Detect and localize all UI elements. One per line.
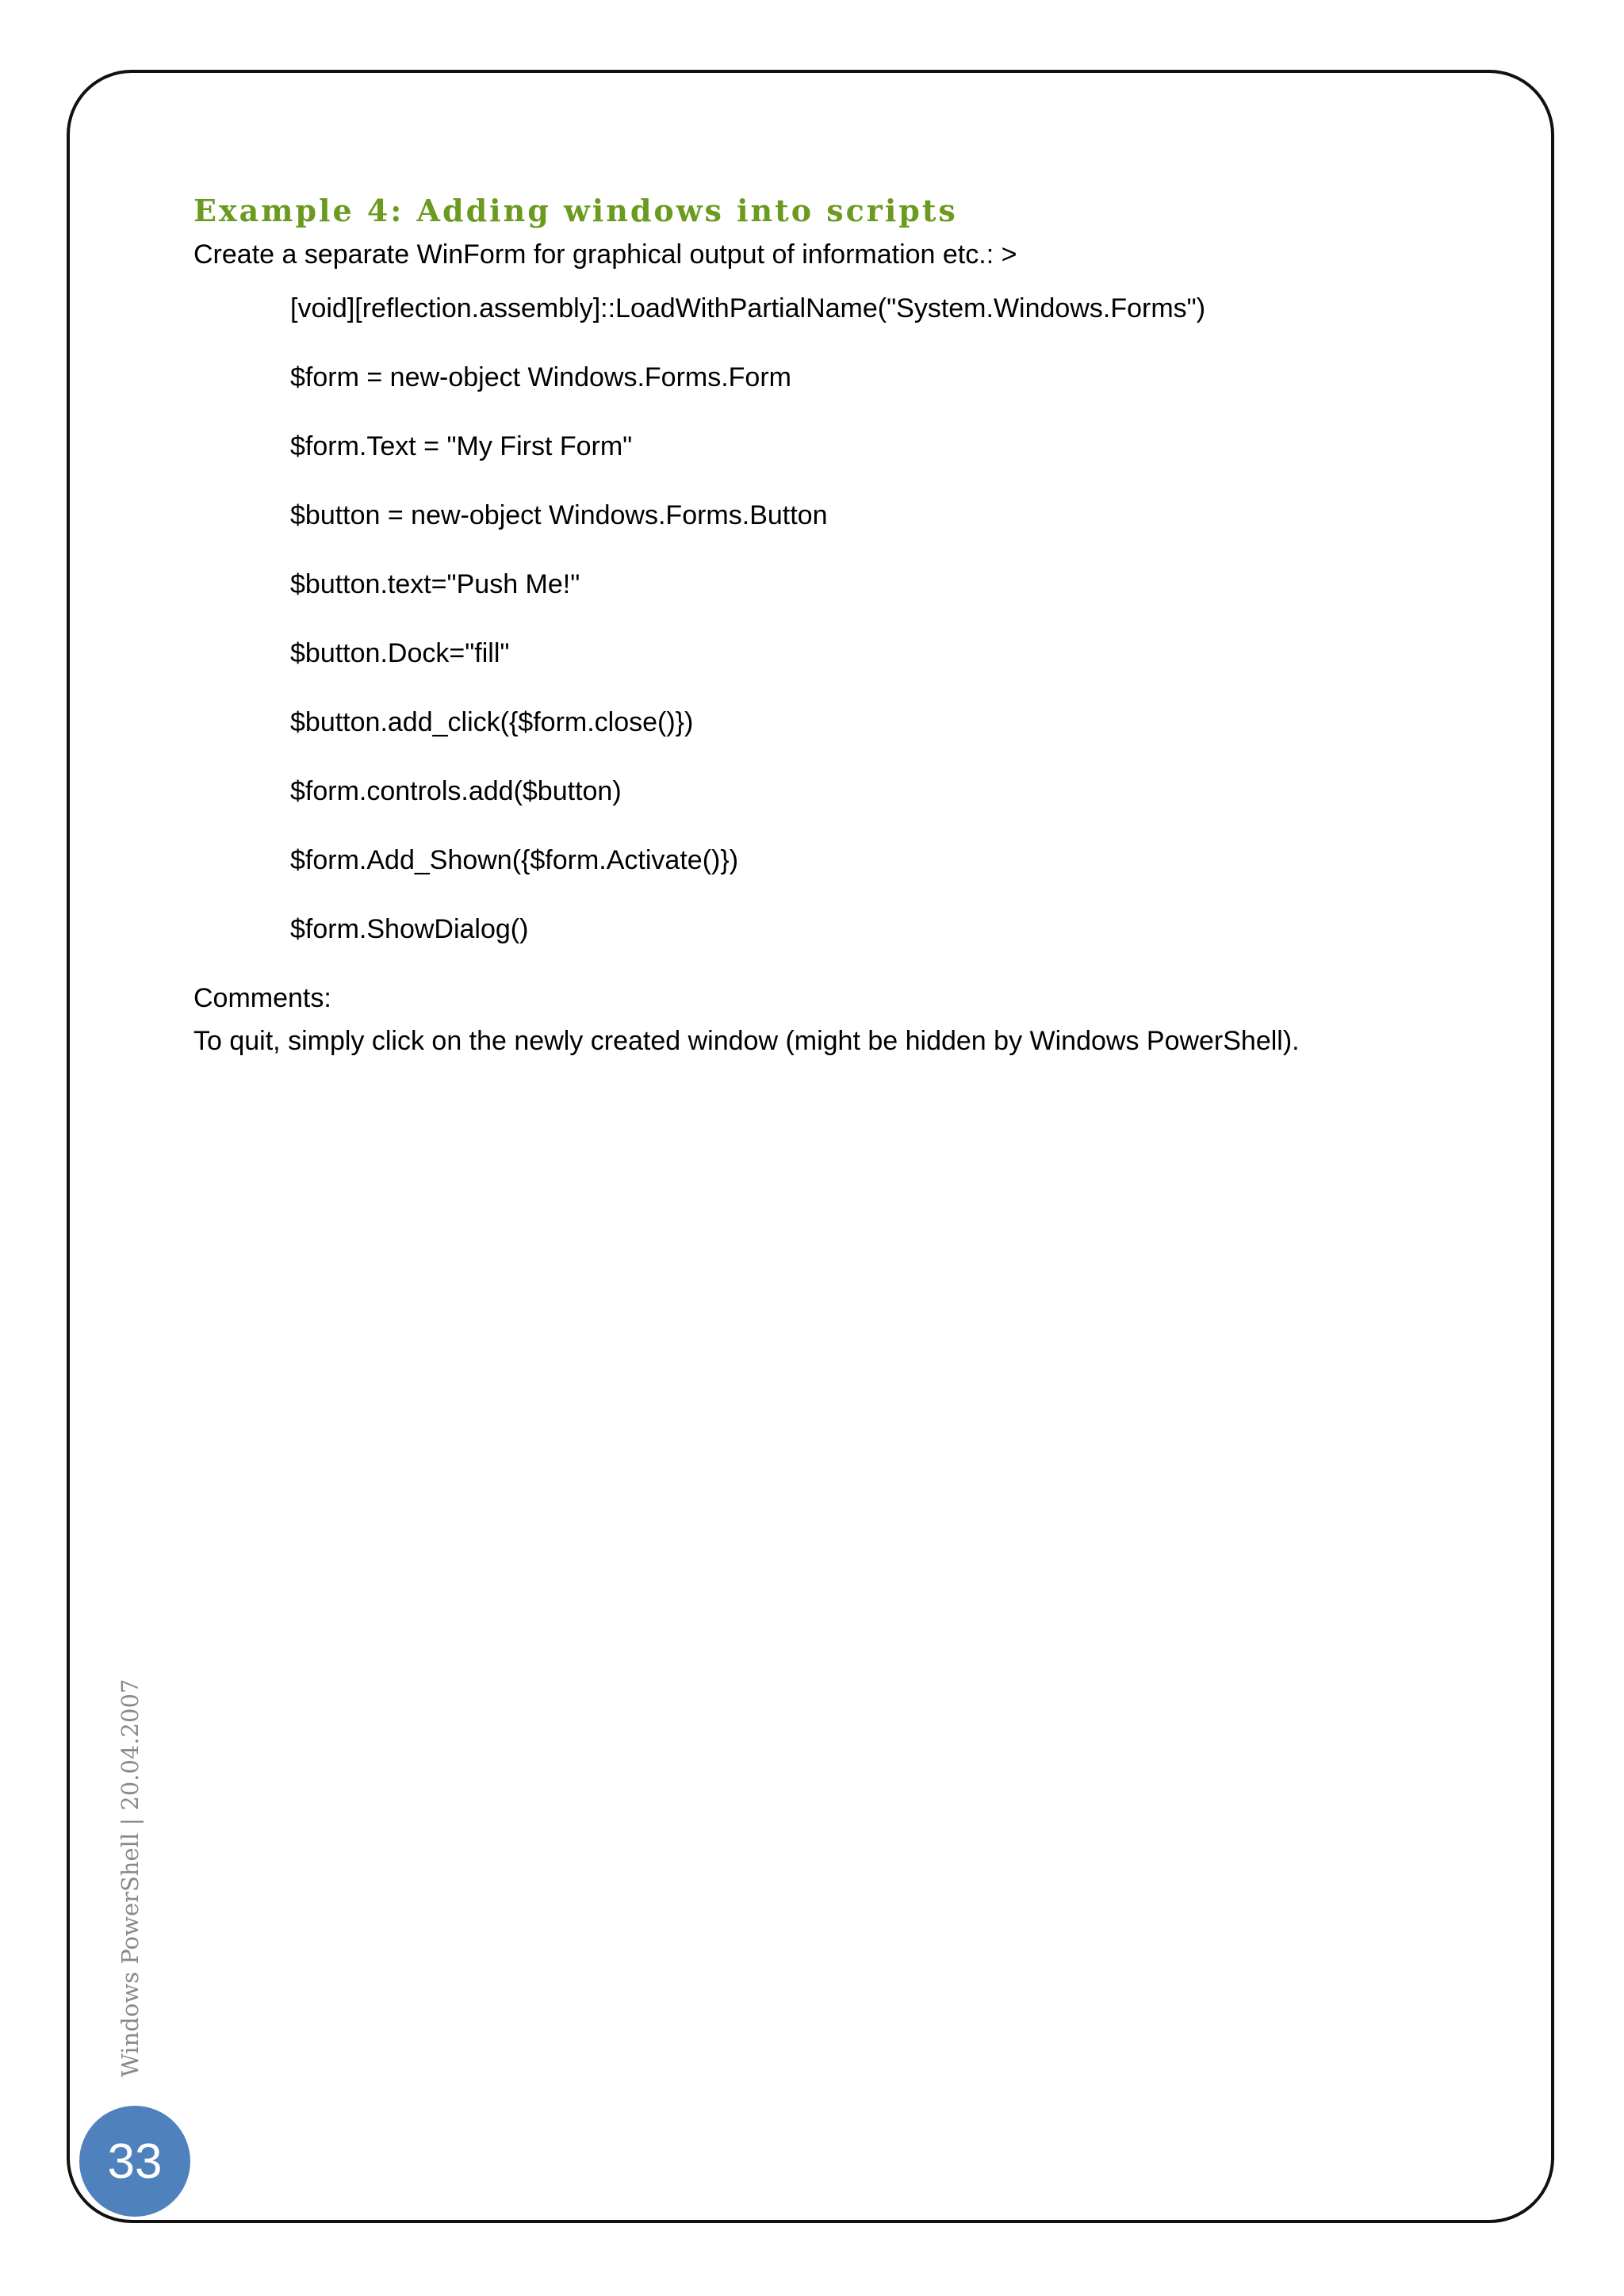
code-line: $button.text="Push Me!": [290, 569, 580, 599]
document-content: [193, 189, 1478, 1062]
code-block: [193, 287, 1478, 951]
section-heading: Example 4: Adding windows into scripts: [193, 193, 958, 228]
code-line: $button.add_click({$form.close()}): [290, 707, 694, 737]
code-line: $form = new-object Windows.Forms.Form: [290, 362, 791, 392]
comments-text: To quit, simply click on the newly created window (might be hidden by Windows PowerShell).: [193, 1026, 1300, 1056]
page-number-badge: [79, 2106, 190, 2217]
side-footer-text: Windows PowerShell | 20.04.2007: [117, 1678, 144, 2077]
page-number: 33: [107, 2133, 163, 2189]
intro-paragraph: Create a separate WinForm for graphical output of information etc.: >: [193, 239, 1017, 270]
comments-label: Comments:: [193, 983, 331, 1013]
code-line: $form.Text = "My First Form": [290, 431, 633, 461]
code-line: $button.Dock="fill": [290, 638, 510, 668]
code-line: $form.ShowDialog(): [290, 914, 529, 944]
code-line: [void][reflection.assembly]::LoadWithPartialName("System.Windows.Forms"): [290, 293, 1206, 323]
code-line: $form.Add_Shown({$form.Activate()}): [290, 845, 739, 875]
code-line: $form.controls.add($button): [290, 776, 622, 806]
code-line: $button = new-object Windows.Forms.Button: [290, 500, 828, 530]
